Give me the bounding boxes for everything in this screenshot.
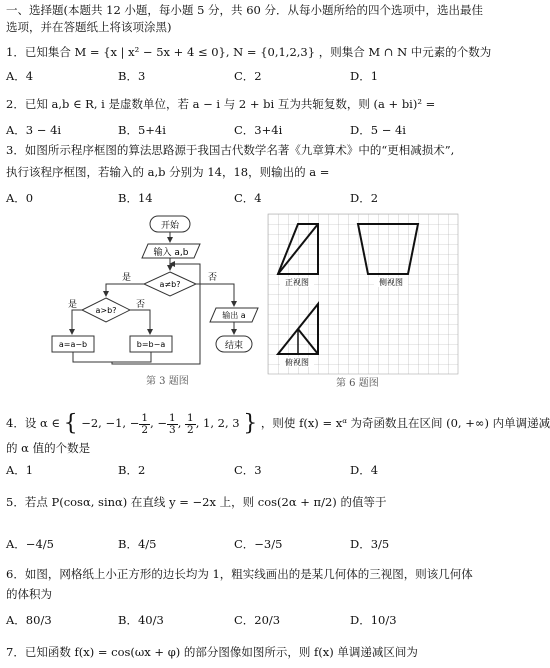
flow-start-label: 开始 [160,221,180,231]
q7-stem: 7．已知函数 f(x) = cos(ωx + φ) 的部分图像如图所示，则 f(x) 单调递减区间为 [6,645,418,659]
q4-stem: 4．设 α ∈ { −2, −1, − $\frac{1}{2}$ , − $\frac{1}{3}$ , $\frac{1}{2}$ , 1, 2, 3 } ，则使 f(x) = xᵅ 为奇函数且在区间 (0, +∞) 内单调递减 [6,411,550,436]
q6-option-c[interactable]: C．20/3 [234,613,281,627]
flow-no2-label: 否 [136,300,146,310]
q4-stem-cont: 的 α 值的个数是 [6,441,91,455]
flow-input-label: 输入 a,b [153,248,189,258]
q5-option-b[interactable]: B．4/5 [118,537,157,551]
q4-stem-prefix: 4．设 α ∈ [6,416,60,430]
q1-stem: 1．已知集合 M = {x | x² − 5x + 4 ≤ 0}, N = {0,1,2,3} ，则集合 M ∩ N 中元素的个数为 [6,45,492,59]
flow-yes2-label: 是 [68,300,78,310]
flow-yes-label: 是 [122,273,132,283]
q4-brace-close: } [243,411,258,436]
side-view-label: 侧视图 [379,278,403,287]
flow-assign1-label: a=a−b [58,340,88,349]
q4-set-tail: 1, 2, 3 [203,416,240,430]
flow-assign2-label: b=b−a [136,340,166,349]
q4-brace-open: { [63,411,78,436]
q5-stem: 5．若点 P(cosα, sinα) 在直线 y = −2x 上，则 cos(2α + π/2) 的值等于 [6,495,387,509]
q2-option-b[interactable]: B．5+4i [118,123,166,137]
q4-option-d[interactable]: D．4 [350,463,379,477]
flow-output-label: 输出 a [222,311,246,320]
flow-decision2-label: a>b? [95,306,117,315]
q6-option-b[interactable]: B．40/3 [118,613,164,627]
q1-option-b[interactable]: B．3 [118,69,146,83]
q2-stem: 2．已知 a,b ∈ R, i 是虚数单位，若 a − i 与 2 + bi 互为共轭复数，则 (a + bi)² = [6,97,436,111]
front-view-label: 正视图 [285,278,309,287]
q1-option-a[interactable]: A．4 [6,69,34,83]
q6-option-d[interactable]: D．10/3 [350,613,397,627]
q3-stem: 3．如图所示程序框图的算法思路源于我国古代数学名著《九章算术》中的“更相减损术”, [6,143,455,157]
q3-option-a[interactable]: A．0 [6,191,34,205]
q4-frac-neg-third: $\frac{1}{3}$ [169,411,176,436]
q6-stem-cont: 的体积为 [6,587,52,601]
q5-option-c[interactable]: C．−3/5 [234,537,283,551]
q4-neg-sign: − [129,416,140,430]
q3-stem-cont: 执行该程序框图，若输入的 a,b 分别为 14，18，则输出的 a = [6,165,330,179]
q6-option-a[interactable]: A．80/3 [6,613,52,627]
q6-stem: 6．如图，网格纸上小正方形的边长均为 1，粗实线画出的是某几何体的三视图，则该几何体 [6,567,473,581]
flow-no-label: 否 [208,273,218,283]
q4-frac-neg-half: $\frac{1}{2}$ [141,411,149,436]
q5-option-a[interactable]: A．−4/5 [6,537,54,551]
flowchart-caption: 第 3 题图 [146,376,189,387]
q4-option-c[interactable]: C．3 [234,463,262,477]
q5-option-d[interactable]: D．3/5 [350,537,390,551]
q3-option-c[interactable]: C．4 [234,191,262,205]
top-view-label: 俯视图 [285,358,309,367]
q3-option-d[interactable]: D．2 [350,191,379,205]
q4-frac-half: $\frac{1}{2}$ [187,411,194,436]
q4-stem-suffix: ，则使 f(x) = xᵅ 为奇函数且在区间 (0, +∞) 内单调递减 [260,416,550,430]
flowchart-figure [50,212,270,372]
q1-option-d[interactable]: D．1 [350,69,379,83]
q4-option-a[interactable]: A．1 [6,463,34,477]
q1-option-c[interactable]: C．2 [234,69,262,83]
q2-option-c[interactable]: C．3+4i [234,123,283,137]
q2-option-d[interactable]: D．5 − 4i [350,123,406,137]
q4-option-b[interactable]: B．2 [118,463,146,477]
flow-end-label: 结束 [224,341,244,351]
flow-decision1-label: a≠b? [159,280,181,289]
section-heading-cont: 选项，并在答题纸上将该项涂黑) [6,20,172,34]
section-heading: 一、选择题(本题共 12 小题，每小题 5 分，共 60 分．从每小题所给的四个选项中，选出最佳 [6,3,483,17]
q3-option-b[interactable]: B．14 [118,191,153,205]
q2-option-a[interactable]: A．3 − 4i [6,123,62,137]
three-view-figure [268,214,458,374]
q4-set-integers: −2, −1, [81,416,127,430]
three-view-caption: 第 6 题图 [336,378,379,389]
q4-neg-sign-2: − [157,416,168,430]
